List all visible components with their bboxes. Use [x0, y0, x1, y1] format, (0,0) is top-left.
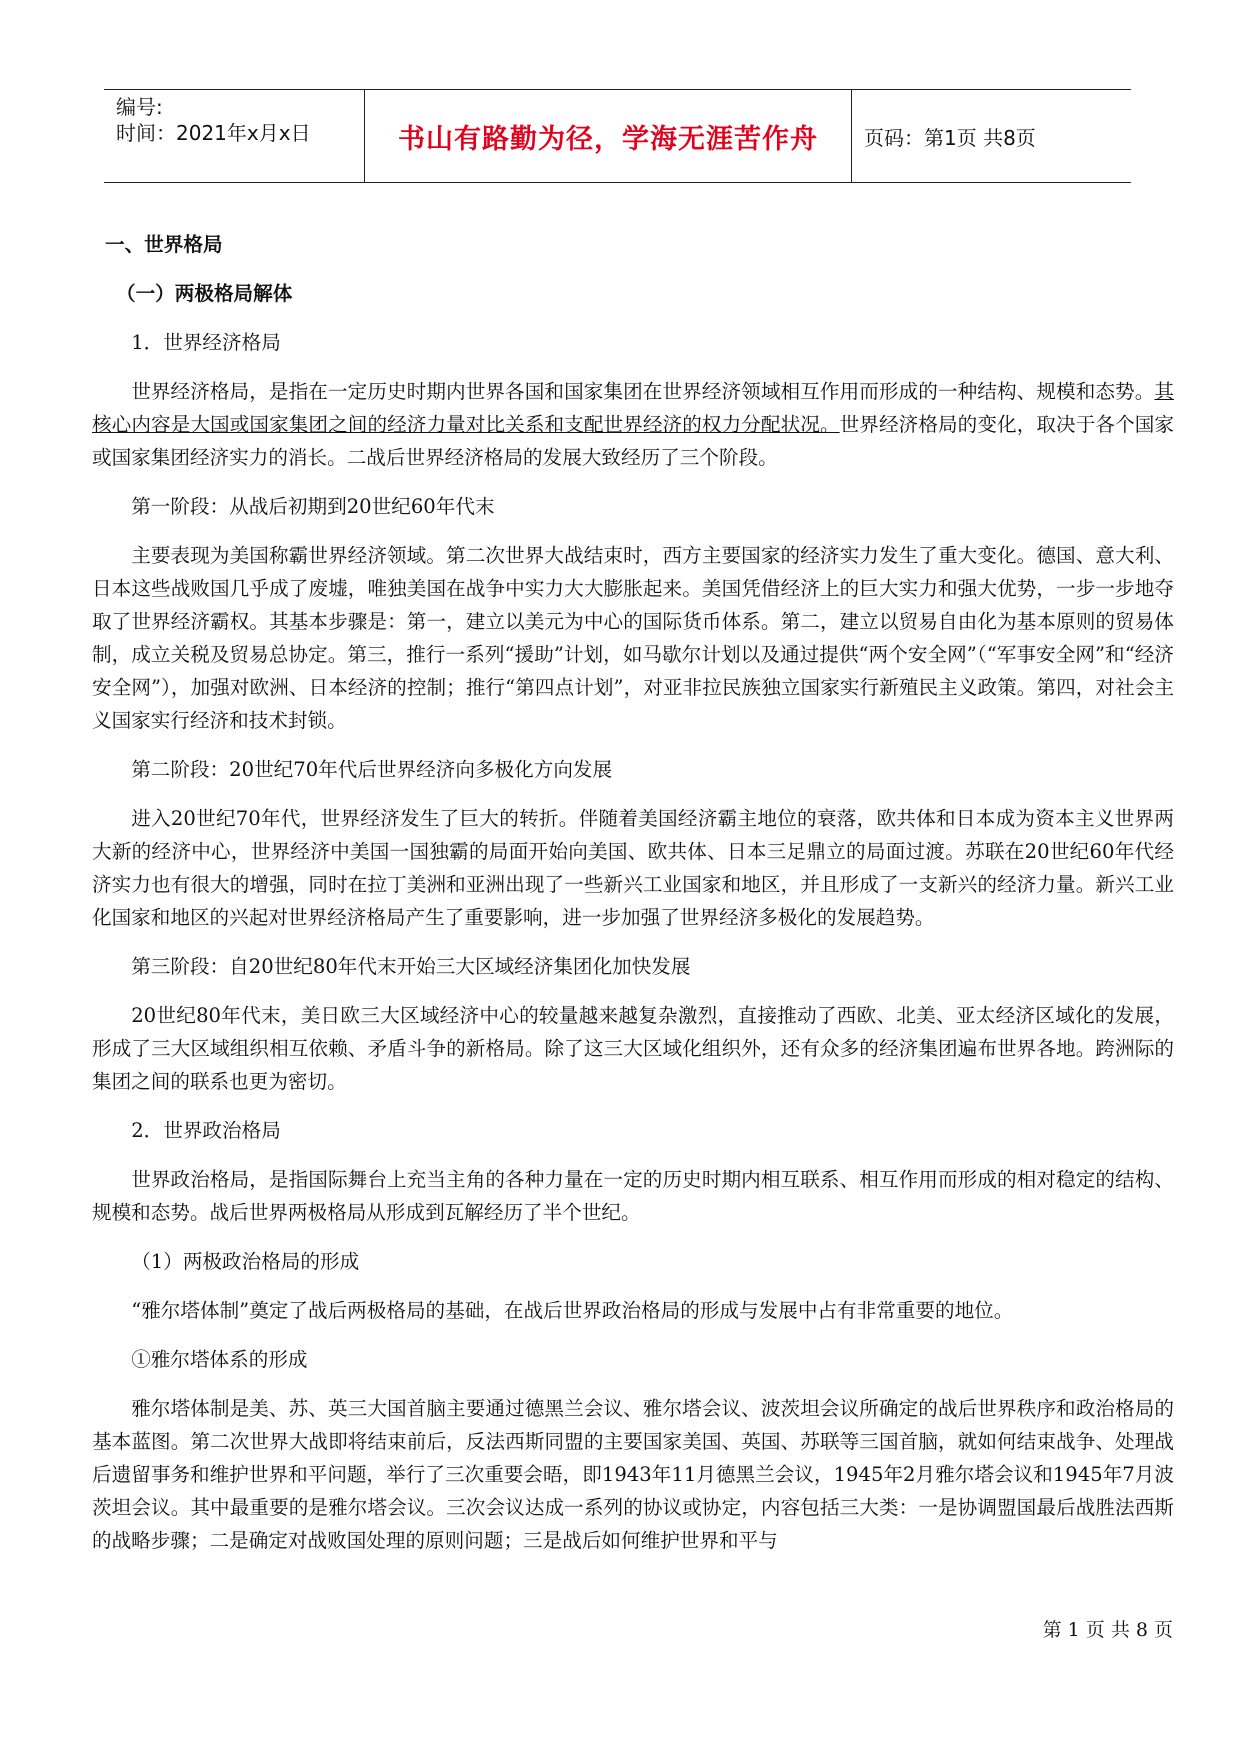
- motto-text: 书山有路勤为径，学海无涯苦作舟: [398, 123, 818, 155]
- header-motto-cell: [365, 90, 852, 182]
- document-time-label: 时间：2021年x月x日: [116, 121, 311, 145]
- stage2-title: 第二阶段：20世纪70年代后世界经济向多极化方向发展: [131, 758, 613, 781]
- stage1-title: 第一阶段：从战后初期到20世纪60年代末: [131, 495, 495, 518]
- section-heading-world-pattern: 一、世界格局: [105, 233, 223, 256]
- yalta-system-paragraph: 雅尔塔体制是美、苏、英三大国首脑主要通过德黑兰会议、雅尔塔会议、波茨坦会议所确定的战后世界秩序和政治格局的基本蓝图。第二次世界大战即将结束前后，反法西斯同盟的主要国家美国、英国、苏联等三国首脑，就如何结束战争、处理战后遗留事务和维护世界和平问题，举行了三次重要会晤，即1943年11月德黑兰会议，1945年2月雅尔塔会议和1945年7月波茨坦会议。其中最重要的是雅尔塔会议。三次会议达成一系列的协议或协定，内容包括三大类：一是协调盟国最后战胜法西斯的战略步骤；二是确定对战败国处理的原则问题；三是战后如何维护世界和平与: [92, 1397, 1174, 1552]
- stage3-title: 第三阶段：自20世纪80年代末开始三大区域经济集团化加快发展: [131, 955, 691, 978]
- header-page-cell: [852, 90, 1131, 182]
- economic-pattern-text-b: 世界经济格局的变化，取决于各个国家或国家集团经济实力的消长。二战后世界经济格局的发展大致经历了三个阶段。: [92, 413, 1175, 469]
- header-meta-cell: [104, 90, 365, 182]
- political-pattern-paragraph: 世界政治格局，是指国际舞台上充当主角的各种力量在一定的历史时期内相互联系、相互作用而形成的相对稳定的结构、规模和态势。战后世界两极格局从形成到瓦解经历了半个世纪。: [92, 1168, 1174, 1224]
- stage3-paragraph: 20世纪80年代末，美日欧三大区域经济中心的较量越来越复杂激烈，直接推动了西欧、北美、亚太经济区域化的发展，形成了三大区域组织相互依赖、矛盾斗争的新格局。除了这三大区域化组织外，还有众多的经济集团遍布世界各地。跨洲际的集团之间的联系也更为密切。: [92, 1004, 1174, 1093]
- economic-pattern-text-a: 世界经济格局，是指在一定历史时期内世界各国和国家集团在世界经济领域相互作用而形成的一种结构、规模和态势。: [131, 380, 1155, 403]
- document-header: [104, 89, 1131, 183]
- economic-pattern-underlined-text: 其核心内容是大国或国家集团之间的经济力量对比关系和支配世界经济的权力分配状况。: [92, 380, 1174, 436]
- document-number-label: 编号:: [116, 95, 163, 119]
- document-body: [92, 228, 1174, 1573]
- yalta-system-title: ①雅尔塔体系的形成: [131, 1348, 308, 1371]
- header-page-number: 页码：第1页 共8页: [864, 125, 1036, 150]
- economic-pattern-paragraph: [92, 375, 1174, 474]
- stage2-paragraph: 进入20世纪70年代，世界经济发生了巨大的转折。伴随着美国经济霸主地位的衰落，欧共体和日本成为资本主义世界两大新的经济中心，世界经济中美国一国独霸的局面开始向美国、欧共体、日本三足鼎立的局面过渡。苏联在20世纪60年代经济实力也有很大的增强，同时在拉丁美洲和亚洲出现了一些新兴工业国家和地区，并且形成了一支新兴的经济力量。新兴工业化国家和地区的兴起对世界经济格局产生了重要影响，进一步加强了世界经济多极化的发展趋势。: [92, 807, 1174, 929]
- bipolar-formation-title: （1）两极政治格局的形成: [131, 1250, 360, 1273]
- footer-page-number: 第 1 页 共 8 页: [1042, 1619, 1173, 1641]
- stage1-paragraph: 主要表现为美国称霸世界经济领域。第二次世界大战结束时，西方主要国家的经济实力发生了重大变化。德国、意大利、日本这些战败国几乎成了废墟，唯独美国在战争中实力大大膨胀起来。美国凭借经济上的巨大实力和强大优势，一步一步地夺取了世界经济霸权。其基本步骤是：第一，建立以美元为中心的国际货币体系。第二，建立以贸易自由化为基本原则的贸易体制，成立关税及贸易总协定。第三，推行一系列“援助”计划，如马歇尔计划以及通过提供“两个安全网”（“军事安全网”和“经济安全网”），加强对欧洲、日本经济的控制；推行“第四点计划”，对亚非拉民族独立国家实行新殖民主义政策。第四，对社会主义国家实行经济和技术封锁。: [92, 544, 1174, 732]
- economic-pattern-title: 1．世界经济格局: [131, 331, 281, 354]
- yalta-intro-paragraph: “雅尔塔体制”奠定了战后两极格局的基础，在战后世界政治格局的形成与发展中占有非常重要的地位。: [131, 1299, 1014, 1322]
- subsection-heading-bipolar-collapse: （一）两极格局解体: [116, 282, 293, 305]
- political-pattern-title: 2．世界政治格局: [131, 1119, 281, 1142]
